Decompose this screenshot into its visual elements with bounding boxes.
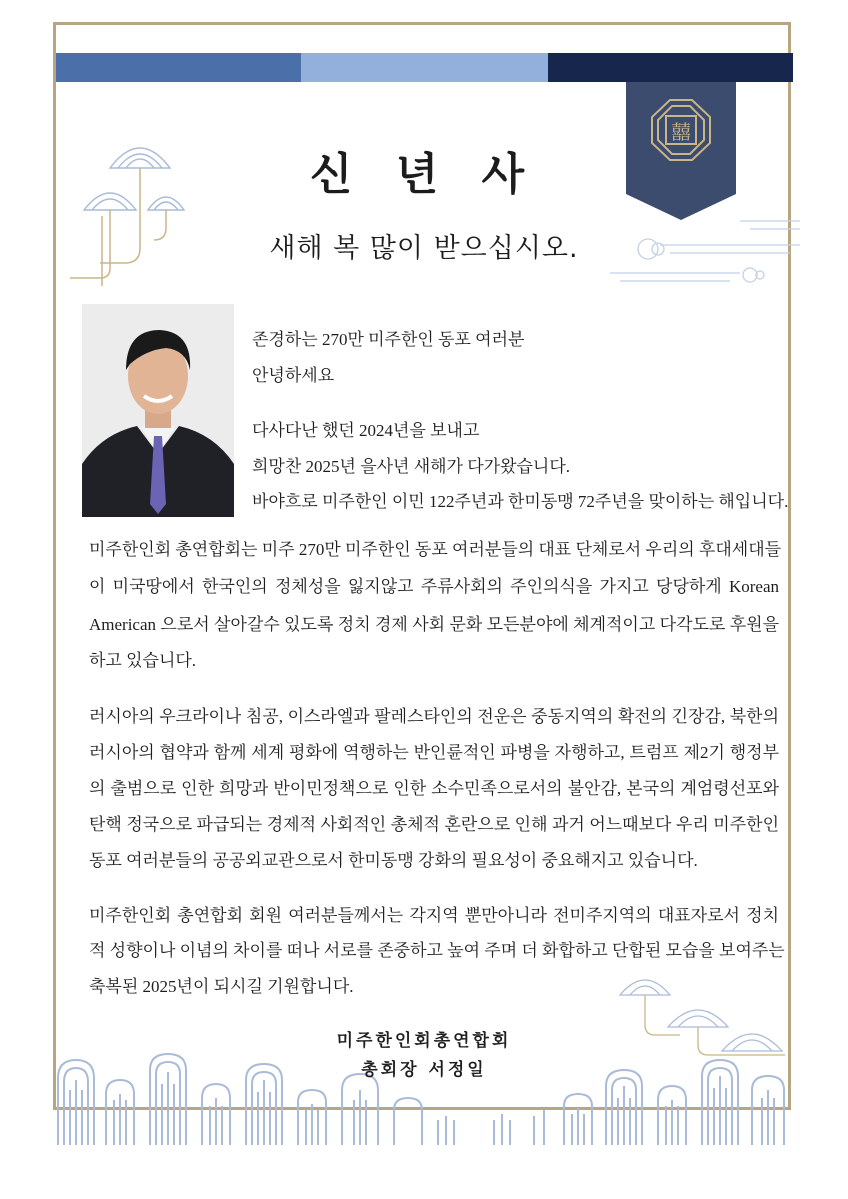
- paragraph-line: 미주한인회 총연합회는 미주 270만 미주한인 동포 여러분들의 대표 단체로서 우리의 후대세대들: [89, 540, 782, 559]
- signature-organization: 미주한인회총연합회: [336, 1031, 512, 1051]
- header-bar-navy: [548, 53, 793, 82]
- page-title: 신 년 사: [309, 149, 539, 200]
- paragraph-line: 탄핵 정국으로 파급되는 경제적 사회적인 총체적 혼란으로 인해 과거 어느때보다 우리 미주한인: [89, 815, 779, 834]
- signature-name: 총회장 서정일: [361, 1060, 487, 1080]
- paragraph-line: 동포 여러분들의 공공외교관으로서 한미동맹 강화의 필요성이 중요해지고 있습니다.: [89, 851, 698, 870]
- person-portrait-icon: [82, 304, 234, 517]
- greeting-line: 존경하는 270만 미주한인 동포 여러분: [252, 330, 525, 349]
- paragraph-line: 의 출범으로 인한 희망과 반이민정책으로 인한 소수민족으로서의 불안감, 본국의 계엄령선포와: [89, 779, 779, 798]
- paragraph-line: 축복된 2025년이 되시길 기원합니다.: [89, 977, 354, 996]
- greeting-line: 다사다난 했던 2024년을 보내고: [252, 421, 480, 440]
- header-bar-light-blue: [301, 53, 548, 82]
- emblem-glyph: 囍: [671, 120, 691, 144]
- paragraph-line: 하고 있습니다.: [89, 651, 197, 670]
- paragraph-line: 러시아의 협약과 함께 세계 평화에 역행하는 반인륜적인 파병을 자행하고, 트럼프 제2기 행정부: [89, 743, 779, 762]
- paragraph-line: 적 성향이나 이념의 차이를 떠나 서로를 존중하고 높여 주며 더 화합하고 단합된 모습을 보여주는: [89, 941, 785, 960]
- greeting-line: 안녕하세요: [252, 366, 335, 385]
- paragraph-line: 이 미국땅에서 한국인의 정체성을 잃지않고 주류사회의 주인의식을 가지고 당당하게 Korean: [89, 577, 779, 596]
- greeting-line: 바야흐로 미주한인 이민 122주년과 한미동맹 72주년을 맞이하는 해입니다.: [252, 492, 789, 511]
- page-subtitle: 새해 복 많이 받으십시오.: [269, 233, 579, 264]
- body-paragraph-1: [89, 534, 782, 676]
- paragraph-line: American 으로서 살아갈수 있도록 정치 경제 사회 문화 모든분야에 체계적이고 다각도로 후원을: [89, 615, 779, 634]
- paragraph-line: 미주한인회 총연합회 회원 여러분들께서는 각지역 뿐만아니라 전미주지역의 대표자로서 정치: [89, 906, 779, 925]
- greeting-line: 희망찬 2025년 을사년 새해가 다가왔습니다.: [252, 457, 571, 476]
- paragraph-line: 러시아의 우크라이나 침공, 이스라엘과 팔레스타인의 전운은 중동지역의 확전의 긴장감, 북한의: [89, 707, 779, 726]
- header-bar-blue: [56, 53, 301, 82]
- body-paragraph-2: [89, 701, 779, 876]
